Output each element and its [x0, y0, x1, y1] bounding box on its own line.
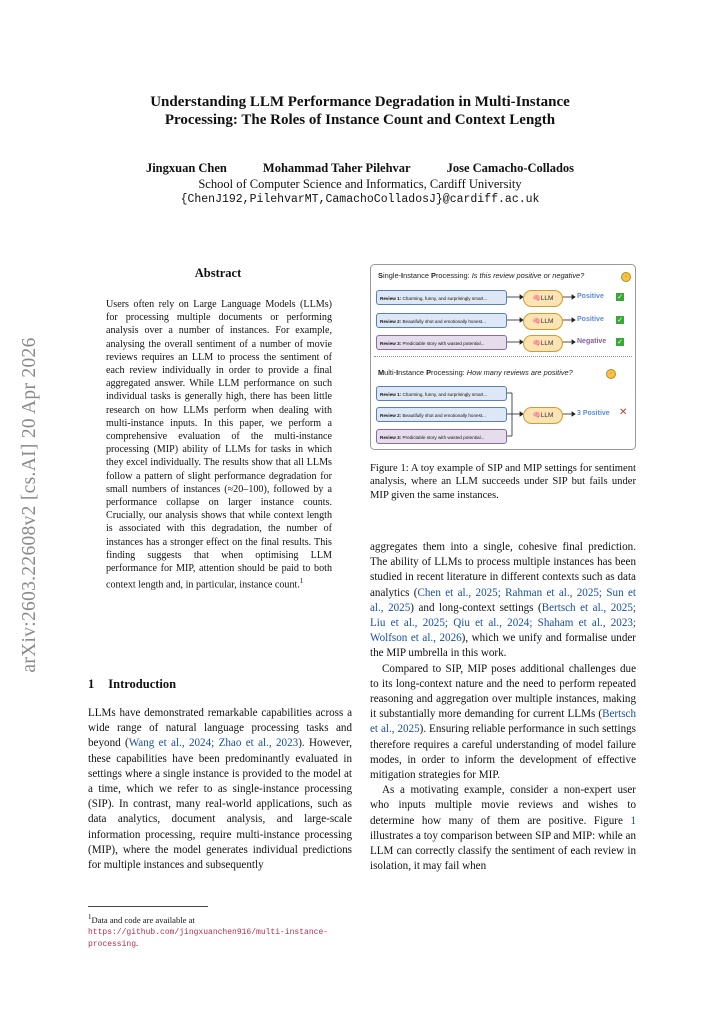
llm-node: 🧠LLM [523, 407, 563, 424]
figure-caption: Figure 1: A toy example of SIP and MIP settings for sentiment analysis, where an LLM succeeds under SIP but fails under MIP given the same instances. [370, 463, 636, 501]
section-heading [88, 677, 176, 692]
thinking-face-icon: · [606, 369, 616, 379]
review-box: Review 2: Beautifully shot and emotionally honest... [376, 407, 507, 422]
author-names [80, 160, 640, 176]
citation-link[interactable]: Bertsch et al., 2025; Liu et al., 2025; Qiu et al., 2024; Shaham et al., 2023; Wolfson et al., 2026 [370, 601, 636, 645]
thinking-face-icon: · [621, 272, 631, 282]
review-box: Review 3: Predictable story with wasted potential... [376, 335, 507, 350]
review-box: Review 1: Charming, funny, and surprisingly smart... [376, 386, 507, 401]
review-box: Review 3: Predictable story with wasted potential... [376, 429, 507, 444]
paragraph: Compared to SIP, MIP poses additional challenges due to its long-context nature and the need to perform repeated reasoning and aggregation over multiple instances, making it substantially more demanding for current LLMs (Bertsch et al., 2025). Ensuring reliable performance in such settings therefore requires a careful understanding of model failure modes, in order to inform the development of effective mitigation strategies for MIP. [370, 662, 636, 782]
llm-node: 🧠LLM [523, 335, 563, 352]
figure-ref-link[interactable]: 1 [630, 814, 636, 827]
citation-link[interactable]: Chen et al., 2025; Rahman et al., 2025; Sun et al., 2025 [370, 586, 636, 614]
footnote: $^1$Data and code are available at https://github.com/jingxuanchen916/multi-instance-processing. [88, 913, 329, 949]
author-block [80, 160, 640, 208]
section-title: Introduction [108, 677, 177, 691]
sip-title: Single-Instance Processing: Is this review positive or negative? [378, 271, 585, 280]
check-icon: ✓ [617, 316, 623, 324]
llm-node: 🧠LLM [523, 290, 563, 307]
sip-output: Positive [577, 316, 604, 323]
abstract-heading: Abstract [194, 266, 242, 280]
footnote-mark[interactable]: 1 [299, 577, 304, 586]
author-name: Jose Camacho-Collados [446, 161, 575, 175]
review-box: Review 2: Beautifully shot and emotionally honest... [376, 313, 507, 328]
figure-divider [374, 356, 632, 357]
section-number: 1 [88, 677, 95, 691]
citation-link[interactable]: Bertsch et al., 2025 [370, 708, 636, 736]
arxiv-identifier: arXiv:2603.22608v2 [cs.AI] 20 Apr 2026 [19, 337, 40, 673]
review-box: Review 1: Charming, funny, and surprisingly smart... [376, 290, 507, 305]
author-name: Mohammad Taher Pilehvar [262, 161, 411, 175]
cross-icon: ✕ [619, 407, 628, 418]
figure-1 [370, 264, 636, 450]
llm-node: 🧠LLM [523, 313, 563, 330]
right-column [370, 540, 636, 874]
mip-output: 3 Positive [577, 410, 610, 417]
footnote-rule [88, 906, 208, 907]
paper-title: Understanding LLM Performance Degradation in Multi-Instance Processing: The Roles of Instance Count and Context Length [150, 94, 570, 128]
repo-link[interactable]: https://github.com/jingxuanchen916/multi-instance-processing [88, 927, 329, 949]
check-icon: ✓ [617, 338, 623, 346]
arxiv-sidebar [10, 295, 50, 715]
affiliation: School of Computer Science and Informatics, Cardiff University [198, 177, 522, 191]
author-name: Jingxuan Chen [145, 161, 227, 175]
sip-output: Negative [577, 338, 607, 345]
mip-title: Multi-Instance Processing: How many reviews are positive? [378, 368, 573, 377]
paragraph: As a motivating example, consider a non-expert user who inputs multiple movie reviews and wishes to determine how many of them are positive. Figure 1 illustrates a toy comparison between SIP and MIP: while an LLM can correctly classify the sentiment of each review in isolation, it may fail when [370, 784, 636, 873]
abstract-text: Users often rely on Large Language Models (LLMs) for processing multiple documents or performing analysis over a number of instances. For example, analysing the overall sentiment of a number of movie reviews requires an LLM to process the sentiment of each review individually in order to provide a final aggregated answer. While LLM performance on such individual tasks is generally high, there has been little research on how LLMs perform when dealing with multi-instance inputs. In this paper, we perform a comprehensive evaluation of the multi-instance processing (MIP) ability of LLMs for tasks in which they excel individually. The results show that all LLMs follow a pattern of slight performance degradation for small numbers of instances (≈20–100), followed by a performance collapse on larger instance counts. Crucially, our analysis shows that while context length is associated with this degradation, the number of instances has a stronger effect on the final results. This finding suggests that when optimising LLM performance for MIP, attention should be paid to both context length and, in particular, instance count.$^1$ [106, 299, 332, 591]
paragraph: aggregates them into a single, cohesive final prediction. The ability of LLMs to process multiple instances has been studied in recent literature in different contexts such as data analytics (Chen et al., 2025; Rahman et al., 2025; Sun et al., 2025) and long-context settings (Bertsch et al., 2025; Liu et al., 2025; Qiu et al., 2024; Shaham et al., 2023; Wolfson et al., 2026), which we unify and formalise under the MIP umbrella in this work. [370, 541, 636, 660]
sip-output: Positive [577, 293, 604, 300]
check-icon: ✓ [617, 293, 623, 301]
author-emails: {ChenJ192,PilehvarMT,CamachoColladosJ}@cardiff.ac.uk [180, 193, 540, 206]
intro-paragraph: LLMs have demonstrated remarkable capabilities across a wide range of natural language processing tasks and beyond (Wang et al., 2024; Zhao et al., 2023). However, these capabilities have been predominantly evaluated in settings where a single instance is provided to the model at a time, which we refer to as single-instance processing (SIP). In contrast, many real-world applications, such as data analytics, document analysis, and large-scale information processing, require multi-instance processing (MIP), where the model generates individual predictions for multiple instances and subsequently [88, 707, 352, 872]
citation-link[interactable]: Wang et al., 2024; Zhao et al., 2023 [128, 737, 299, 750]
